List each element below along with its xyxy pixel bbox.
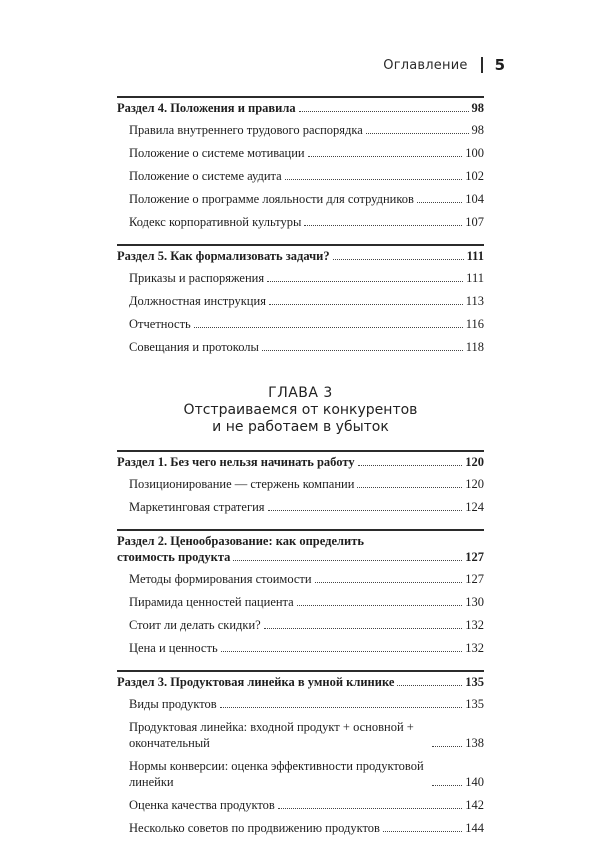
entry-page: 118 <box>465 340 484 354</box>
entry-page: 124 <box>465 500 484 514</box>
section-title-line-2: стоимость продукта <box>117 550 231 564</box>
toc-entry[interactable] <box>117 640 484 656</box>
dot-leader <box>285 179 463 180</box>
section-rule <box>117 96 484 98</box>
dot-leader <box>299 111 469 112</box>
entry-title: Совещания и протоколы <box>129 340 259 354</box>
section-page: 98 <box>471 101 484 115</box>
entry-title: Пирамида ценностей пациента <box>129 595 294 609</box>
entry-title: Отчетность <box>129 317 191 331</box>
toc-entry[interactable] <box>117 122 484 138</box>
toc-section-heading[interactable] <box>117 100 484 116</box>
toc-entry[interactable] <box>117 476 484 492</box>
section-title-line-1: Раздел 2. Ценообразование: как определить <box>117 534 364 548</box>
toc-entry[interactable] <box>117 758 484 790</box>
toc-entry[interactable] <box>117 820 484 836</box>
toc-entry[interactable] <box>117 293 484 309</box>
section-rule <box>117 244 484 246</box>
toc-entry[interactable] <box>117 145 484 161</box>
entry-title: Виды продуктов <box>129 697 217 711</box>
dot-leader <box>262 350 463 351</box>
toc-entry[interactable] <box>117 168 484 184</box>
entry-page: 107 <box>465 215 484 229</box>
entry-page: 130 <box>465 595 484 609</box>
toc-entry[interactable] <box>117 270 484 286</box>
entry-title: Маркетинговая стратегия <box>129 500 265 514</box>
dot-leader <box>220 707 463 708</box>
entry-page: 132 <box>465 618 484 632</box>
section-page: 111 <box>466 249 484 263</box>
toc-entry[interactable] <box>117 339 484 355</box>
toc-section-heading[interactable] <box>117 674 484 690</box>
running-header <box>383 56 505 74</box>
entry-page: 98 <box>471 123 484 137</box>
chapter-title-line-1: Отстраиваемся от конкурентов <box>183 402 418 418</box>
dot-leader <box>432 746 462 747</box>
dot-leader <box>221 651 463 652</box>
dot-leader <box>366 133 469 134</box>
toc-entry[interactable] <box>117 571 484 587</box>
toc-entry[interactable] <box>117 499 484 515</box>
toc-entry[interactable] <box>117 719 484 751</box>
entry-title: Позиционирование — стержень компании <box>129 477 355 491</box>
dot-leader <box>432 785 462 786</box>
toc-section-heading[interactable] <box>117 549 484 565</box>
dot-leader <box>267 281 463 282</box>
dot-leader <box>315 582 463 583</box>
entry-title: Цена и ценность <box>129 641 218 655</box>
entry-page: 142 <box>465 798 484 812</box>
toc-section-4 <box>117 96 484 230</box>
section-rule <box>117 450 484 452</box>
dot-leader <box>194 327 463 328</box>
section-rule <box>117 529 484 531</box>
dot-leader <box>297 605 463 606</box>
entry-title: Должностная инструкция <box>129 294 266 308</box>
entry-title: Продуктовая линейка: входной продукт + основной + окончательный <box>129 720 414 750</box>
toc-section-3 <box>117 670 484 836</box>
entry-page: 144 <box>465 821 484 835</box>
dot-leader <box>308 156 463 157</box>
section-title: Раздел 3. Продуктовая линейка в умной клинике <box>117 675 395 689</box>
chapter-heading <box>117 385 484 436</box>
entry-title: Кодекс корпоративной культуры <box>129 215 302 229</box>
entry-title: Положение о программе лояльности для сотрудников <box>129 192 414 206</box>
section-title: Раздел 1. Без чего нельзя начинать работу <box>117 455 355 469</box>
toc-entry[interactable] <box>117 594 484 610</box>
table-of-contents <box>117 96 484 850</box>
dot-leader <box>268 510 463 511</box>
section-title: Раздел 4. Положения и правила <box>117 101 296 115</box>
entry-page: 102 <box>465 169 484 183</box>
page-number: 5 <box>494 56 505 74</box>
entry-page: 116 <box>465 317 484 331</box>
dot-leader <box>417 202 462 203</box>
entry-page: 140 <box>465 775 484 789</box>
entry-title: Правила внутреннего трудового распорядка <box>129 123 363 137</box>
entry-page: 111 <box>466 271 484 285</box>
toc-section-1 <box>117 450 484 515</box>
entry-page: 120 <box>465 477 484 491</box>
entry-page: 132 <box>465 641 484 655</box>
dot-leader <box>333 259 464 260</box>
entry-title: Положение о системе аудита <box>129 169 282 183</box>
entry-page: 135 <box>465 697 484 711</box>
dot-leader <box>264 628 463 629</box>
dot-leader <box>383 831 462 832</box>
entry-title: Методы формирования стоимости <box>129 572 312 586</box>
entry-title: Нормы конверсии: оценка эффективности продуктовой линейки <box>129 759 424 789</box>
section-rule <box>117 670 484 672</box>
toc-entry[interactable] <box>117 617 484 633</box>
section-page: 135 <box>465 675 484 689</box>
entry-title: Оценка качества продуктов <box>129 798 275 812</box>
chapter-number: ГЛАВА 3 <box>268 385 333 401</box>
dot-leader <box>357 487 462 488</box>
dot-leader <box>397 685 462 686</box>
toc-entry[interactable] <box>117 316 484 332</box>
entry-page: 138 <box>465 736 484 750</box>
entry-page: 104 <box>465 192 484 206</box>
entry-page: 127 <box>465 572 484 586</box>
section-page: 127 <box>465 550 484 564</box>
header-divider <box>481 57 483 73</box>
entry-title: Положение о системе мотивации <box>129 146 305 160</box>
running-title: Оглавление <box>383 57 468 73</box>
entry-page: 113 <box>465 294 484 308</box>
toc-section-heading[interactable] <box>117 248 484 264</box>
chapter-title-line-2: и не работаем в убыток <box>212 419 389 435</box>
toc-entry[interactable] <box>117 191 484 207</box>
dot-leader <box>278 808 462 809</box>
toc-entry[interactable] <box>117 214 484 230</box>
entry-title: Несколько советов по продвижению продуктов <box>129 821 380 835</box>
dot-leader <box>304 225 462 226</box>
toc-section-5 <box>117 244 484 355</box>
section-page: 120 <box>465 455 484 469</box>
entry-title: Стоит ли делать скидки? <box>129 618 261 632</box>
toc-entry[interactable] <box>117 797 484 813</box>
toc-section-heading[interactable] <box>117 454 484 470</box>
toc-section-2 <box>117 529 484 656</box>
entry-page: 100 <box>465 146 484 160</box>
section-title: Раздел 5. Как формализовать задачи? <box>117 249 330 263</box>
toc-entry[interactable] <box>117 696 484 712</box>
dot-leader <box>233 560 462 561</box>
dot-leader <box>358 465 463 466</box>
dot-leader <box>269 304 463 305</box>
entry-title: Приказы и распоряжения <box>129 271 265 285</box>
